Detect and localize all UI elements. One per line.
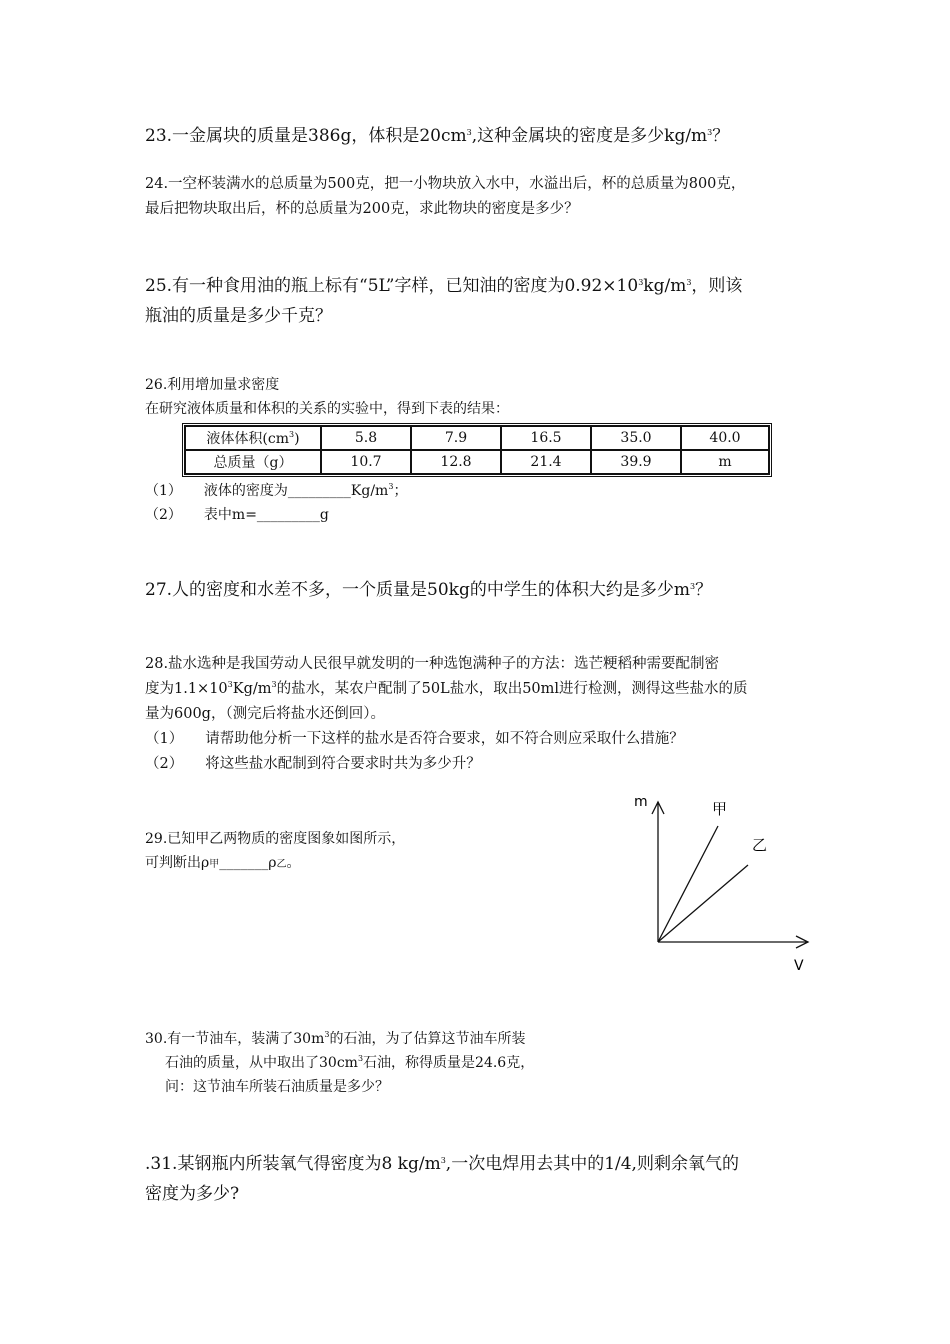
question-30-line-3: 问：这节油车所装石油质量是多少？ (165, 1079, 389, 1095)
line-yi-label: 乙 (752, 836, 768, 854)
question-28 (145, 652, 748, 777)
question-31-line-1: .31.某钢瓶内所装氧气得密度为8 $kg/m^3$,一次电焊用去其中的1/4,则剩余氧气的 (145, 1154, 739, 1174)
density-graph (630, 790, 820, 975)
question-28-line-1: 28.盐水选种是我国劳动人民很早就发明的一种选饱满种子的方法：选芒粳稻种需要配制密 (145, 656, 720, 672)
table-cell: 40.0 (681, 426, 769, 450)
question-31-line-2: 密度为多少? (145, 1184, 240, 1204)
table-cell: 7.9 (411, 426, 501, 450)
question-26-sub-2: （2） 表中m=_________g (145, 507, 329, 523)
question-25-line-2: 瓶油的质量是多少千克？ (145, 306, 332, 326)
question-28-sub-2: （2） 将这些盐水配制到符合要求时共为多少升？ (145, 756, 481, 772)
question-26-sub-1: （1） 液体的密度为$\_\_\_\_\_\_\_\_\_Kg/m^3$； (145, 482, 408, 499)
question-24-line-2: 最后把物块取出后，杯的总质量为200克，求此物块的密度是多少？ (145, 201, 579, 217)
question-26-subparts (145, 479, 407, 527)
line-yi (658, 865, 748, 942)
table-header-mass: 总质量（g） (185, 450, 321, 474)
question-28-sub-1: （1） 请帮助他分析一下这样的盐水是否符合要求，如不符合则应采取什么措施？ (145, 731, 684, 747)
question-23: 23.一金属块的质量是386g，体积是$20cm^3$,这种金属块的密度是多少$kg/m^3$？ (145, 126, 730, 146)
question-29 (145, 827, 405, 877)
data-table (182, 423, 772, 477)
question-31 (145, 1149, 739, 1209)
table-header-volume: 液体体积$(cm^3)$ (185, 426, 321, 450)
table-cell: 35.0 (591, 426, 681, 450)
table-cell: 10.7 (321, 450, 411, 474)
question-25-line-1: 25.有一种食用油的瓶上标有“5L”字样，已知油的密度为$0.92\times 10^3kg/m^3$，则该 (145, 276, 743, 296)
table-cell: 21.4 (501, 450, 591, 474)
table-cell: 12.8 (411, 450, 501, 474)
question-28-line-2: 度为$1.1\times 10^3Kg/m^3$的盐水，某农户配制了50L盐水，取出50ml进行检测，测得这些盐水的质 (145, 680, 748, 697)
x-axis-label: V (794, 958, 804, 974)
y-axis-label: m (634, 794, 648, 810)
question-29-line-1: 29.已知甲乙两物质的密度图象如图所示， (145, 831, 406, 847)
question-30 (145, 1027, 534, 1099)
table-row (185, 450, 769, 474)
question-26 (145, 373, 509, 421)
question-30-line-1: 30.有一节油车，装满了$30m^3$的石油，为了估算这节油车所装 (145, 1030, 526, 1047)
question-29-line-2: 可判断出ρ甲_______ρ乙。 (145, 855, 301, 871)
question-27: 27.人的密度和水差不多，一个质量是50kg的中学生的体积大约是多少$m^3$？ (145, 580, 713, 600)
question-24-line-1: 24.一空杯装满水的总质量为500克，把一小物块放入水中，水溢出后，杯的总质量为800克， (145, 176, 746, 192)
table-row (185, 426, 769, 450)
line-jia-label: 甲 (712, 800, 728, 818)
line-jia (658, 826, 718, 942)
question-26-title: 26.利用增加量求密度 (145, 377, 280, 393)
table-cell: 39.9 (591, 450, 681, 474)
question-28-line-3: 量为600g，（测完后将盐水还倒回）。 (145, 706, 385, 722)
question-26-intro: 在研究液体质量和体积的关系的实验中，得到下表的结果： (145, 401, 509, 417)
table-cell: m (681, 450, 769, 474)
question-25 (145, 271, 742, 331)
table-cell: 16.5 (501, 426, 591, 450)
table-cell: 5.8 (321, 426, 411, 450)
question-30-line-2: 石油的质量，从中取出了$30cm^3$石油，称得质量是24.6克， (165, 1054, 535, 1071)
question-24 (145, 172, 745, 222)
